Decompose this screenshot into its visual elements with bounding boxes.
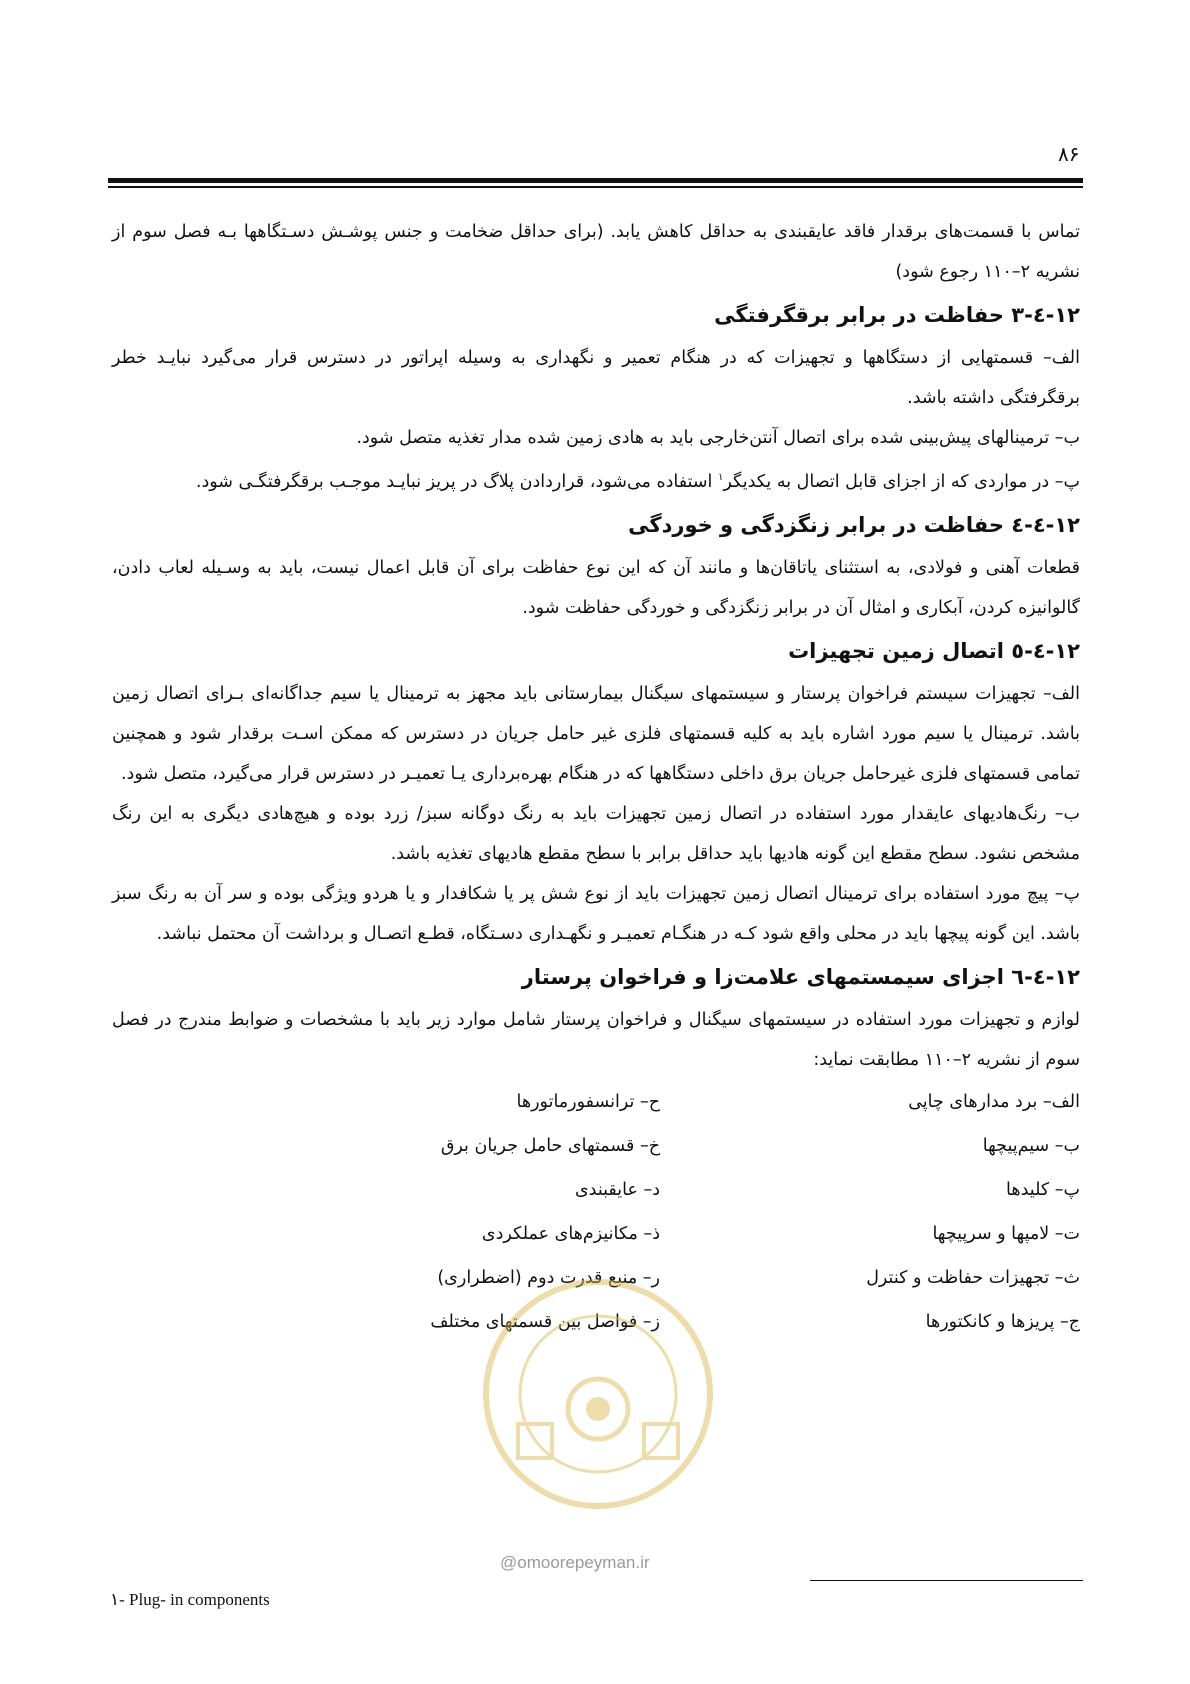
list-item: ذ– مکانیزم‌های عملکردی [481,1223,660,1244]
s6-body: لوازم و تجهیزات مورد استفاده در سیستمهای سیگنال و فراخوان پرستار شامل موارد زیر باید با مشخصات و ضوابط مندرج در فصل سوم از نشریه ۲–۱۱۰ مطابقت نماید: [112,1009,1080,1070]
document-body [112,212,1080,1345]
footnote-ref: ۱ [718,472,724,483]
s3-item-pe-text-a: پ– در مواردی که از اجزای قابل اتصال به یکدیگر [723,471,1080,492]
s3-item-pe [112,458,1080,502]
list-item: ب– سیم‌پیچها [982,1135,1080,1156]
section-title-4: ۱۲-٤-٤ حفاظت در برابر زنگزدگی و خوردگی [628,512,1080,537]
footnote: ۱- Plug- in components [110,1590,270,1609]
s3-item-alef: الف– قسمتهایی از دستگاهها و تجهیزات که در هنگام تعمیر و نگهداری به وسیله اپراتور در دسترس قرار می‌گیرد نبایـد خطر برقگرفتگی داشته باشد. [112,348,1080,408]
s4-body: قطعات آهنی و فولادی، به استثنای یاتاقان‌ها و مانند آن که این نوع حفاظت برای آن قابل اعمال نیست، باید به وسـیله لعاب دادن، گالوانیزه کردن، آبکاری و امثال آن در برابر زنگزدگی و خوردگی حفاظت شود. [112,557,1080,618]
s5-item-alef: الف– تجهیزات سیستم فراخوان پرستار و سیستمهای سیگنال بیمارستانی باید مجهز به ترمینال یا سیم جداگانه‌ای بـرای اتصال زمین باشد. ترمینال یا سیم مورد اشاره باید به کلیه قسمتهای فلزی غیر حامل جریان در دسترس که ممکن اسـت برقدار شود و همچنین تمامی قسمتهای فلزی غیرحامل جریان برق داخلی دستگاهها که در هنگام بهره‌برداری یـا تعمیـر در دسترس قرار می‌گیرد، متصل شود. [112,683,1080,784]
intro-paragraph: تماس با قسمت‌های برقدار فاقد عایقبندی به حداقل کاهش یابد. (برای حداقل ضخامت و جنس پوشـش دسـتگاهها بـه فصل سوم از نشریه ۲–۱۱۰ رجوع شود) [112,222,1080,282]
list-item: ز– فواصل بین قسمتهای مختلف [430,1311,660,1332]
list-item: پ– کلیدها [1006,1179,1080,1200]
s3-item-pe-text-b: استفاده می‌شود، قراردادن پلاگ در پریز نبایـد موجـب برقگرفتگـی شود. [195,471,718,492]
list-item: ت– لامپها و سرپیچها [932,1223,1080,1244]
page-number: ۸۶ [1058,142,1080,166]
header-rule-thin [108,186,1083,188]
s5-item-pe: پ– پیچ مورد استفاده برای ترمینال اتصال زمین تجهیزات باید از نوع شش پر یا شکافدار و یا هردو ویژگی بوده و سر آن به رنگ سبز باشد. این گونه پیچها باید در محلی واقع شود کـه در هنگـام تعمیـر و نگهـداری دسـتگاه، قطـع اتصـال و برداشت آن محتمل نباشد. [112,883,1080,944]
list-item: الف– برد مدارهای چاپی [908,1091,1080,1112]
list-item: ج– پریزها و کانکتورها [925,1311,1080,1332]
list-item: د– عایقبندی [574,1179,660,1200]
list-item: ث– تجهیزات حفاظت و کنترل [866,1267,1080,1288]
footnote-rule [810,1580,1083,1581]
header-rule-thick [108,178,1083,183]
watermark-url: @omoorepeyman.ir [500,1553,650,1572]
section-title-5: ۱۲-٤-٥ اتصال زمین تجهیزات [788,638,1080,663]
components-list-left-column [300,1080,660,1344]
list-item: ح– ترانسفورماتورها [516,1091,660,1112]
s3-item-be: ب– ترمینالهای پیش‌بینی شده برای اتصال آنتن‌خارجی باید به هادی زمین شده مدار تغذیه متصل شود. [356,428,1080,448]
components-list-right-column [780,1080,1080,1344]
list-item: خ– قسمتهای حامل جریان برق [440,1135,660,1156]
section-title-6: ۱۲-٤-٦ اجزای سیمستمهای علامت‌زا و فراخوان پرستار [521,964,1080,989]
components-list [112,1080,1080,1345]
list-item: ر– منبع قدرت دوم (اضطراری) [437,1267,660,1288]
s5-item-be: ب– رنگ‌هادیهای عایقدار مورد استفاده در اتصال زمین تجهیزات باید به رنگ دوگانه سبز/ زرد بوده و هیچ‌هادی دیگری به این رنگ مشخص نشود. سطح مقطع این گونه هادیها باید حداقل برابر با سطح مقطع هادیهای تغذیه باشد. [112,803,1080,864]
section-title-3: ۱۲-٤-۳ حفاظت در برابر برقگرفتگی [714,303,1080,327]
